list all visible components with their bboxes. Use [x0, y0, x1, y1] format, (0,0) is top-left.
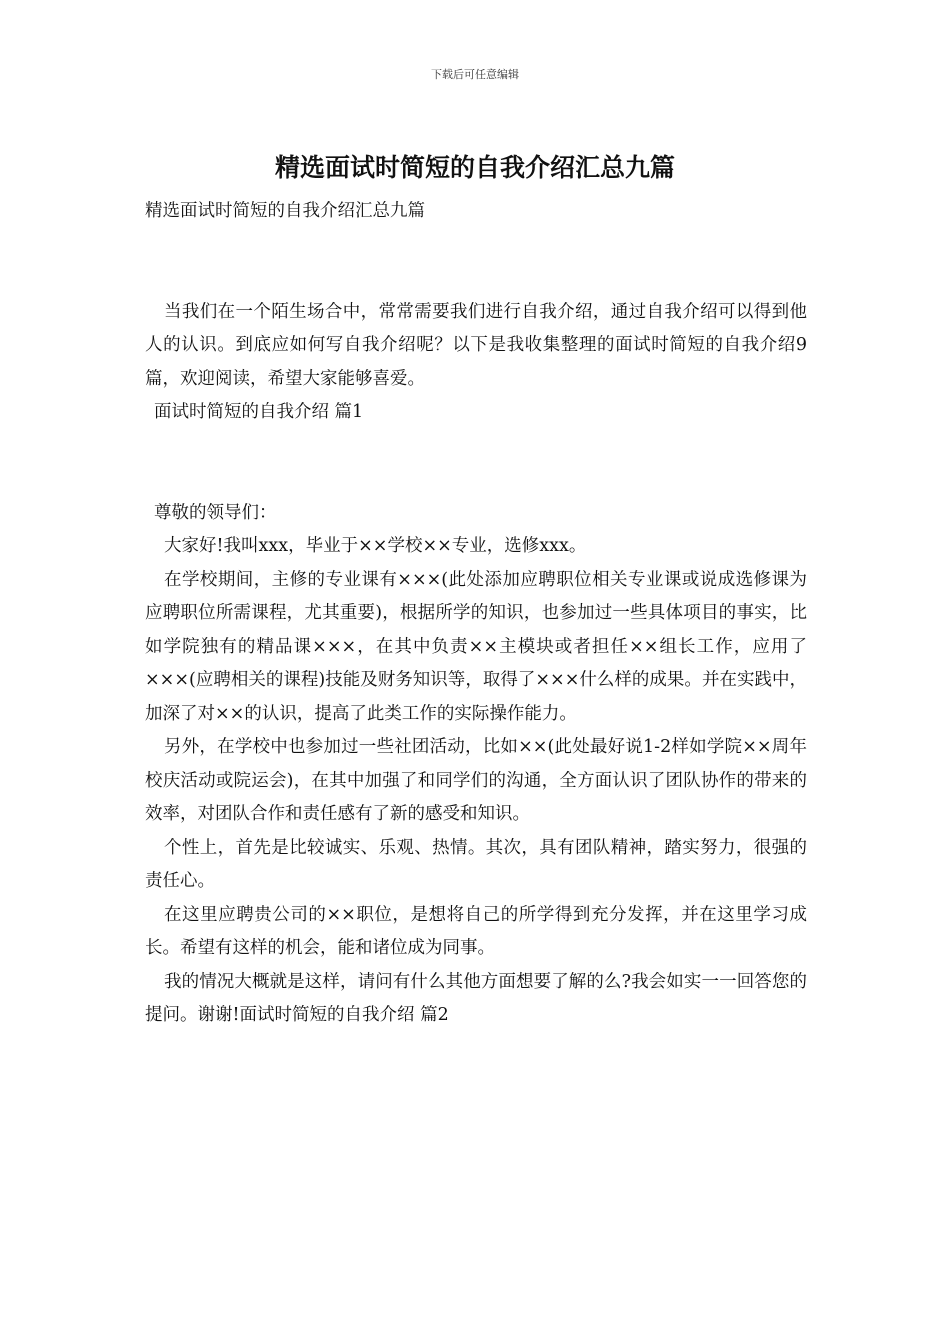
greeting: 尊敬的领导们：	[154, 502, 277, 523]
body-paragraph: 大家好!我叫xxx，毕业于××学校××专业，选修xxx。	[164, 536, 587, 556]
body-paragraph: 另外，在学校中也参加过一些社团活动，比如××(此处最好说1-2样如学院××周年校庆活动或院运会)，在其中加强了和同学们的沟通，全方面认识了团队协作的带来的效率，对团队合作和责任感有了新的感受和知识。	[145, 737, 807, 824]
header-note: 下载后可任意编辑	[431, 68, 519, 81]
intro-paragraph: 当我们在一个陌生场合中，常常需要我们进行自我介绍，通过自我介绍可以得到他人的认识。到底应如何写自我介绍呢？以下是我收集整理的面试时简短的自我介绍9篇，欢迎阅读，希望大家能够喜爱。	[145, 301, 807, 389]
document-title: 精选面试时简短的自我介绍汇总九篇	[274, 153, 675, 182]
section-heading: 面试时简短的自我介绍 篇1	[154, 402, 364, 422]
spacer	[145, 430, 807, 497]
document-subtitle: 精选面试时简短的自我介绍汇总九篇	[145, 201, 425, 221]
spacer	[145, 229, 807, 296]
document-body	[145, 195, 807, 1033]
body-paragraph: 在这里应聘贵公司的××职位，是想将自己的所学得到充分发挥，并在这里学习成长。希望有这样的机会，能和诸位成为同事。	[145, 904, 807, 958]
body-paragraph: 我的情况大概就是这样，请问有什么其他方面想要了解的么?我会如实一一回答您的提问。谢谢!面试时简短的自我介绍 篇2	[145, 971, 807, 1025]
body-paragraph: 在学校期间，主修的专业课有×××(此处添加应聘职位相关专业课或说成选修课为应聘职位所需课程，尤其重要)，根据所学的知识，也参加过一些具体项目的事实，比如学院独有的精品课×××，在其中负责××主模块或者担任××组长工作，应用了×××(应聘相关的课程)技能及财务知识等，取得了×××什么样的成果。并在实践中，加深了对××的认识，提高了此类工作的实际操作能力。	[145, 569, 807, 724]
body-paragraph: 个性上，首先是比较诚实、乐观、热情。其次，具有团队精神，踏实努力，很强的责任心。	[145, 837, 807, 891]
